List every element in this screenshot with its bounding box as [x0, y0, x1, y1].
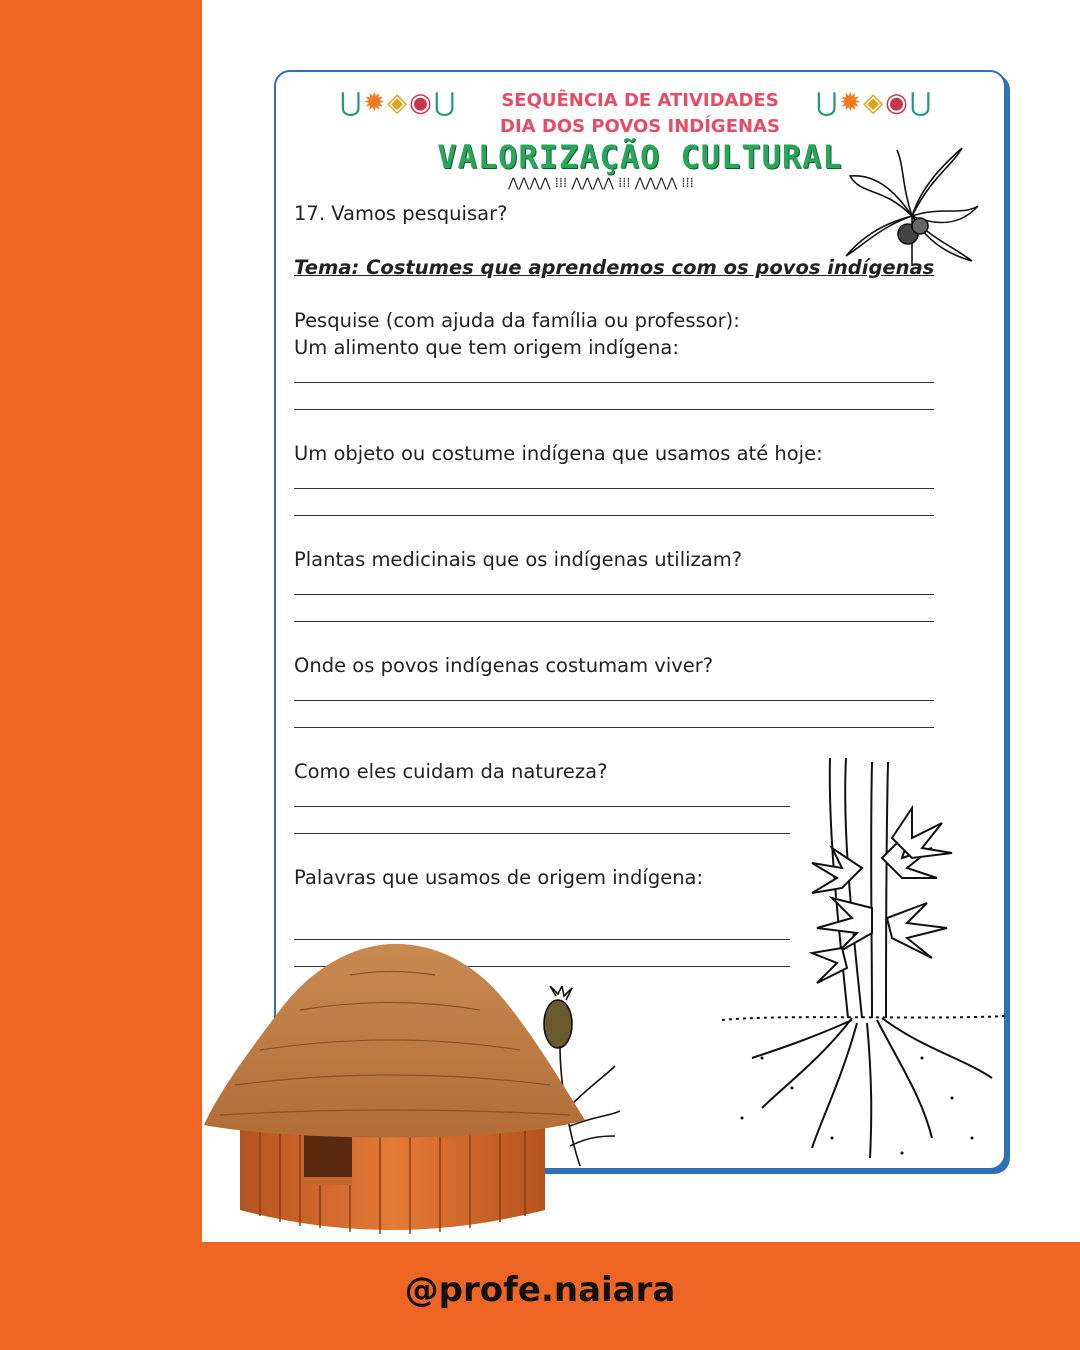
answer-line[interactable]: [294, 700, 934, 701]
item-plants: Plantas medicinais que os indígenas utilizam?: [294, 548, 743, 571]
item-living: Onde os povos indígenas costumam viver?: [294, 654, 714, 677]
header-title: VALORIZAÇÃO CULTURAL: [437, 138, 843, 176]
zigzag-divider: ⋀⋀⋀⋀ ⁞⁞⁞ ⋀⋀⋀⋀ ⁞⁞⁞ ⋀⋀⋀⋀ ⁞⁞⁞: [508, 176, 694, 191]
footer-handle: @profe.naiara: [404, 1270, 676, 1310]
theme-heading: Tema: Costumes que aprendemos com os povos indígenas: [294, 256, 935, 279]
indigenous-pattern-icon-left: ⋃✹◈◉⋃: [340, 88, 458, 118]
answer-line[interactable]: [294, 409, 934, 410]
item-object: Um objeto ou costume indígena que usamos até hoje:: [294, 442, 823, 465]
answer-line[interactable]: [294, 621, 934, 622]
answer-line[interactable]: [294, 727, 934, 728]
item-words: Palavras que usamos de origem indígena:: [294, 866, 704, 889]
cassava-plant-illustration: [722, 758, 1006, 1166]
answer-line[interactable]: [294, 594, 934, 595]
header-line2: DIA DOS POVOS INDÍGENAS: [500, 116, 780, 137]
answer-line[interactable]: [294, 515, 934, 516]
indigenous-pattern-icon-right: ⋃✹◈◉⋃: [816, 88, 934, 118]
breadfruit-plant-illustration: [842, 146, 982, 270]
instruction-text: Pesquise (com ajuda da família ou professor):: [294, 309, 740, 332]
answer-line[interactable]: [294, 488, 934, 489]
question-number: 17. Vamos pesquisar?: [294, 202, 508, 225]
answer-line[interactable]: [294, 382, 934, 383]
thatched-hut-illustration: [200, 940, 590, 1242]
item-nature: Como eles cuidam da natureza?: [294, 760, 608, 783]
answer-line[interactable]: [294, 833, 790, 834]
item-food: Um alimento que tem origem indígena:: [294, 336, 679, 359]
answer-line[interactable]: [294, 806, 790, 807]
header-line1: SEQUÊNCIA DE ATIVIDADES: [501, 90, 779, 111]
